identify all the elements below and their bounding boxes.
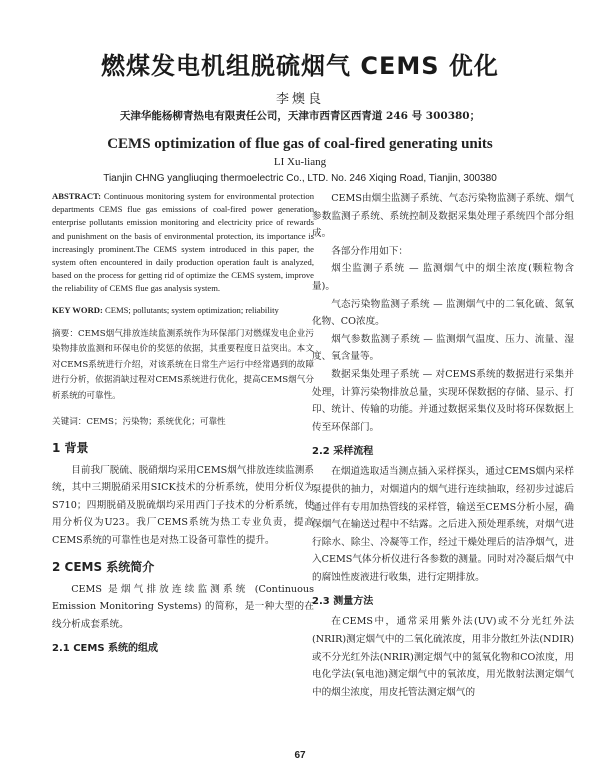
section-1-heading: 1 背景 [52, 440, 89, 455]
section-2-1-heading: 2.1 CEMS 系统的组成 [52, 643, 159, 655]
paper-title-cn: 燃煤发电机组脱硫烟气 CEMS 优化 [101, 52, 499, 80]
paragraph-data-subsystem: 数据采集处理子系统 — 对CEMS系统的数据进行采集并处理，计算污染物排放总量，实现环保数据的存储、显示、打印、统计、传输的功能。并通过数据采集仪及时将环保数据上传至环保部门。 [312, 368, 574, 433]
section-2-2-heading: 2.2 采样流程 [312, 446, 374, 458]
keywords-en [52, 304, 314, 317]
author-name-cn: 李燠良 [275, 92, 324, 107]
page-number: 67 [294, 750, 306, 761]
paragraph-functions-intro: 各部分作用如下： [331, 245, 408, 257]
abstract-text: Continuous monitoring system for environmental protection departments CEMS flue gas emissions of coal-fired power generation enterprise pollutants emission monitoring and electricity price of rewards and punishment on the basis of environmental protection, its importance is increasingly prominent.The CEMS system introduced in this paper, the system often encountered in daily production operation fault is analyzed, based on the process for getting rid of optimize the CEMS system, improve the reliability of CEMS flue gas analysis system. [52, 191, 314, 294]
paragraph-composition: CEMS由烟尘监测子系统、气态污染物监测子系统、烟气参数监测子系统、系统控制及数据采集处理子系统四个部分组成。 [312, 193, 574, 240]
paper-title-en: CEMS optimization of flue gas of coal-fired generating units [107, 136, 493, 152]
abstract-en [52, 190, 314, 296]
section-2-3-heading: 2.3 测量方法 [312, 596, 374, 608]
section-1-paragraph: 目前我厂脱硫、脱硝烟均采用CEMS烟气排放连续监测系统，其中三期脱硝采用SICK技术的分析系统，使用分析仪为S710；四期脱硝及脱硫烟均采用西门子技术的分析系统，使用分析仪为U23。我厂CEMS系统为热工专业负责，提高CEMS系统的可靠性也是对热工设备可靠性的提升。 [52, 464, 314, 546]
abstract-label: ABSTRACT: [52, 191, 102, 201]
affiliation-cn: 天津华能杨柳青热电有限责任公司，天津市西青区西青道 246 号 300380； [119, 110, 481, 122]
section-2-heading: 2 CEMS 系统简介 [52, 559, 155, 574]
paragraph-gas-subsystem: 气态污染物监测子系统 — 监测烟气中的二氧化硫、氮氧化物、CO浓度。 [312, 298, 574, 328]
abstract-cn: 摘要：CEMS烟气排放连续监测系统作为环保部门对燃煤发电企业污染物排放监测和环保电价的奖惩的依据，其重要程度日益突出。本文对CEMS系统进行介绍，对该系统在日常生产运行中经常遇到的故障进行分析，依据消缺过程对CEMS系统进行优化，提高CEMS烟气分析系统的可靠性。 [52, 328, 314, 401]
keywords-cn: 关键词：CEMS；污染物；系统优化；可靠性 [52, 416, 226, 427]
section-2-paragraph: CEMS 是烟气排放连续监测系统 (Continuous Emission Monitoring Systems) 的简称，是一种大型的在线分析成套系统。 [52, 583, 314, 630]
paragraph-dust-subsystem: 烟尘监测子系统 — 监测烟气中的烟尘浓度(颗粒物含量)。 [312, 263, 574, 292]
right-column [312, 190, 574, 701]
author-name-en: LI Xu-liang [273, 156, 327, 168]
affiliation-en: Tianjin CHNG yangliuqing thermoelectric Co., LTD. No. 246 Xiqing Road, Tianjin, 300380 [103, 173, 497, 184]
keyword-label: KEY WORD: [52, 304, 103, 315]
keyword-text: CEMS; pollutants; system optimization; reliability [102, 304, 279, 315]
paragraph-sampling-flow: 在烟道选取适当测点插入采样探头，通过CEMS烟内采样泵提供的抽力，对烟道内的烟气进行连续抽取，经初步过滤后通过伴有专用加热管线的采样管，输送至CEMS分析小屋，确保烟气在输送过程中不结露。之后进入预处理系统，对烟气进行除水、除尘、冷凝等工作，经过干燥处理后的洁净烟气，进入CEMS气体分析仪进行各参数的测量。同时对冷凝后烟气中的腐蚀性废液进行收集，进行定期排放。 [312, 466, 574, 583]
paragraph-measurement-method: 在CEMS中，通常采用紫外法(UV)或不分光红外法(NRIR)测定烟气中的二氧化硫浓度，用非分散红外法(NDIR)或不分光红外法(NRIR)测定烟气中的氮氧化物和CO浓度，用电化学法(氧电池)测定烟气中的氧浓度，用光散射法测定烟气中的烟尘浓度，用皮托管法测定烟气的 [312, 616, 574, 698]
left-column [52, 190, 314, 660]
paragraph-parameter-subsystem: 烟气参数监测子系统 — 监测烟气温度、压力、流量、湿度、氧含量等。 [312, 333, 574, 363]
